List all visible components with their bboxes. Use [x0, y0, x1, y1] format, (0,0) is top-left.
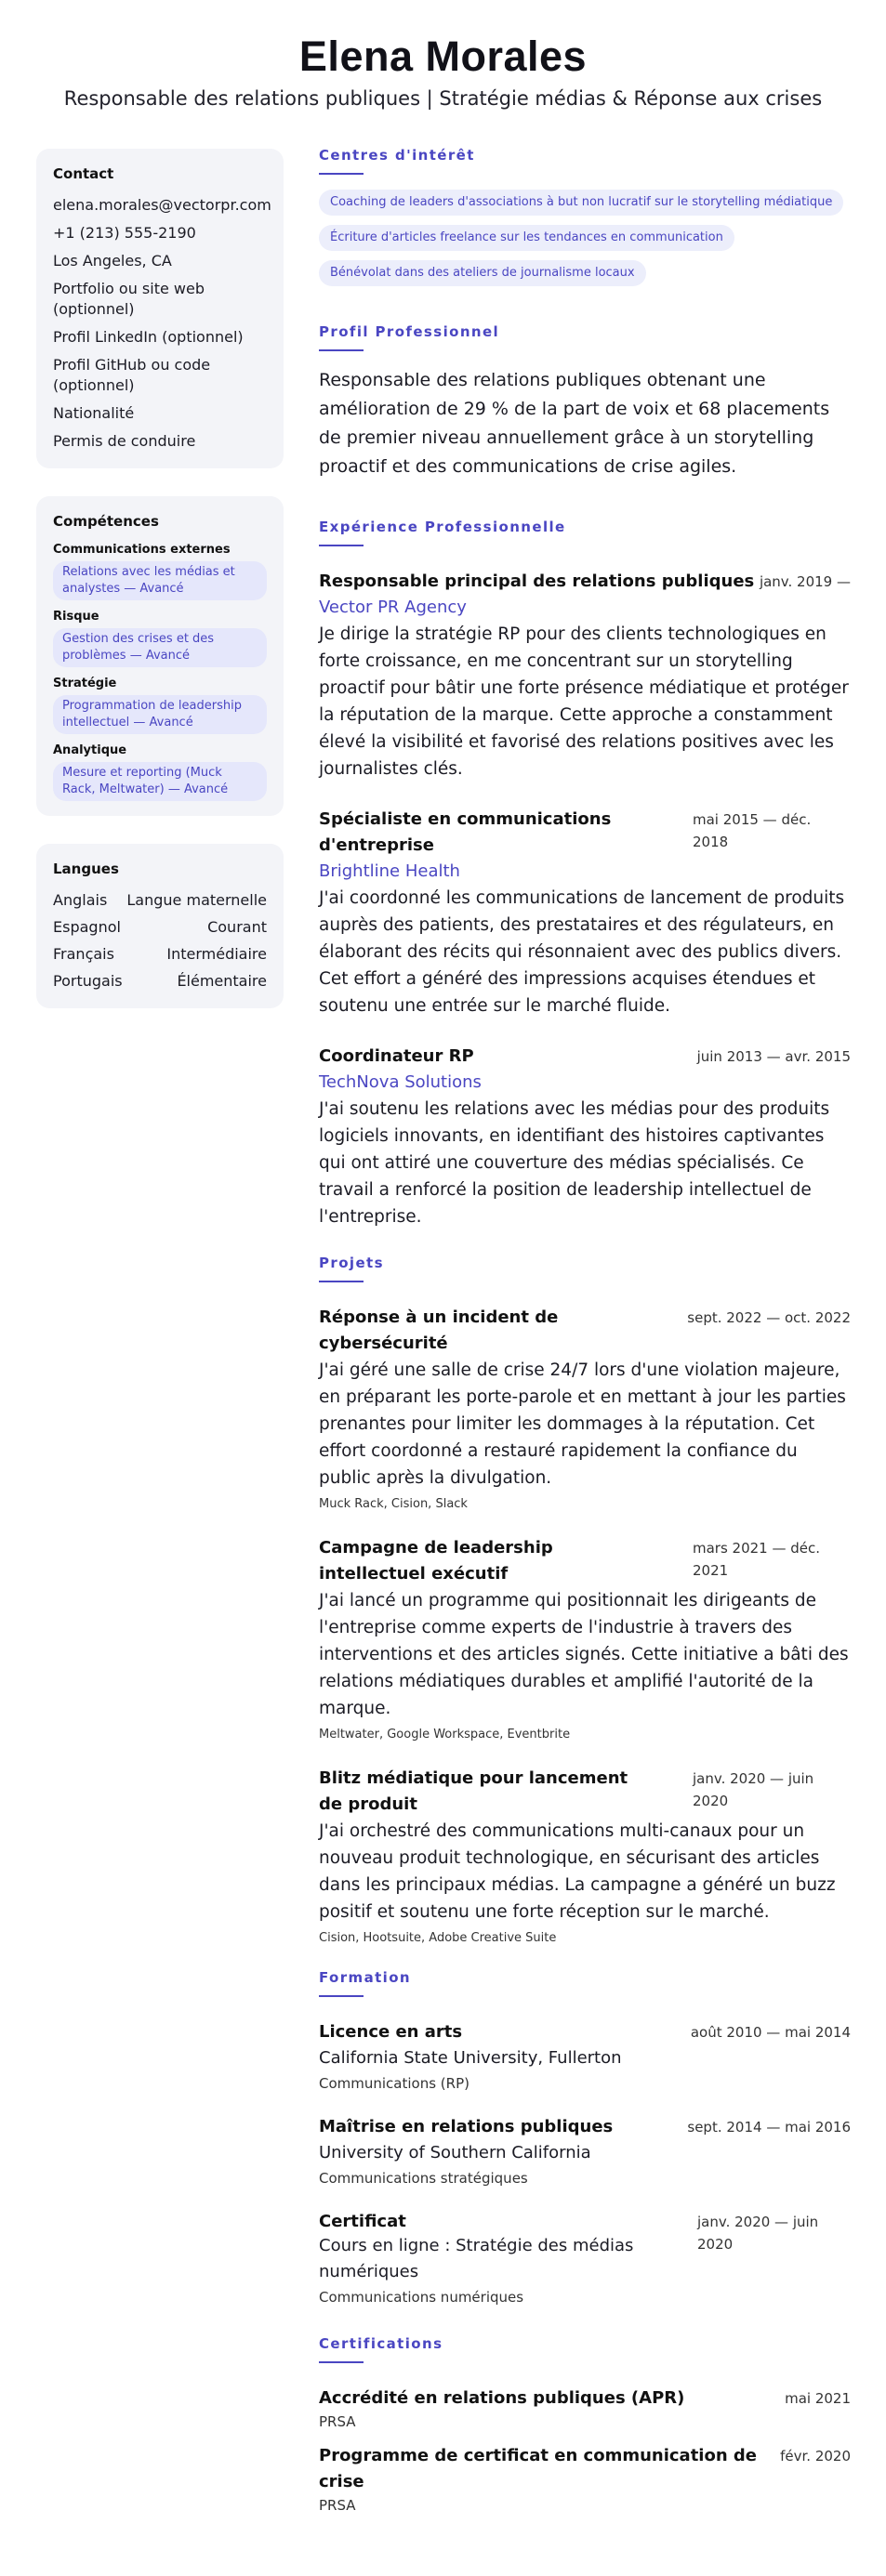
- project-tools: Muck Rack, Cision, Slack: [319, 1497, 468, 1511]
- interest-pill: Bénévolat dans des ateliers de journalisme locaux: [319, 260, 646, 286]
- project-tools: Meltwater, Google Workspace, Eventbrite: [319, 1728, 571, 1741]
- skill-pill: Programmation de leadership intellectuel — Avancé: [53, 695, 267, 734]
- section-title: Expérience Professionnelle: [319, 519, 566, 535]
- section-divider: [319, 2361, 364, 2363]
- language-name: Français: [53, 945, 114, 963]
- contact-linkedin[interactable]: Profil LinkedIn (optionnel): [53, 328, 244, 346]
- interests-section: [319, 147, 851, 296]
- section-title: Projets: [319, 1255, 384, 1271]
- section-title: Certifications: [319, 2335, 443, 2352]
- institution-name: Cours en ligne : Stratégie des médias numériques: [319, 2236, 634, 2281]
- language-level: Langue maternelle: [126, 891, 267, 909]
- resume-header: [0, 32, 886, 110]
- contact-license: Permis de conduire: [53, 432, 196, 450]
- degree-field: Communications stratégiques: [319, 2170, 528, 2187]
- section-title: Formation: [319, 1969, 411, 1986]
- certification-date: févr. 2020: [780, 2448, 851, 2464]
- certification-entry: [319, 2443, 851, 2516]
- certification-title: Accrédité en relations publiques (APR): [319, 2388, 685, 2408]
- language-name: Portugais: [53, 972, 123, 990]
- skill-category: Risque: [53, 610, 99, 624]
- section-title: Profil Professionnel: [319, 323, 500, 340]
- skill-pill: Mesure et reporting (Muck Rack, Meltwater) — Avancé: [53, 762, 267, 801]
- language-level: Courant: [207, 918, 267, 936]
- language-name: Anglais: [53, 891, 108, 909]
- company-name: Brightline Health: [319, 861, 460, 881]
- section-divider: [319, 1281, 364, 1282]
- project-title: Réponse à un incident de cybersécurité: [319, 1308, 559, 1353]
- project-description: J'ai lancé un programme qui positionnait les dirigeants de l'entreprise comme experts de l'industrie à travers des interventions et des articles signés. Cette initiative a bâti des relations médiatiques durables et amplifié l'autorité de la marque.: [319, 1591, 849, 1718]
- section-divider: [319, 545, 364, 546]
- candidate-headline: Responsable des relations publiques | Stratégie médias & Réponse aux crises: [63, 87, 823, 110]
- degree-dates: janv. 2020 — juin 2020: [697, 2214, 819, 2253]
- skill-pill: Gestion des crises et des problèmes — Avancé: [53, 628, 267, 667]
- education-entry: [319, 2019, 851, 2094]
- languages-card: [36, 844, 284, 1008]
- education-entry: [319, 2209, 851, 2307]
- project-dates: sept. 2022 — oct. 2022: [687, 1309, 851, 1326]
- job-dates: mai 2015 — déc. 2018: [693, 811, 812, 850]
- project-dates: janv. 2020 — juin 2020: [693, 1770, 814, 1809]
- job-description: J'ai soutenu les relations avec les médias pour des produits logiciels innovants, en identifiant des histoires captivantes qui ont attiré une couverture des médias spécialisés. Ce travail a renforcé la position de leadership intellectuel de l'entreprise.: [319, 1099, 830, 1227]
- degree-title: Licence en arts: [319, 2022, 463, 2042]
- profile-section: [319, 323, 851, 481]
- contact-portfolio[interactable]: Portfolio ou site web (optionnel): [53, 280, 205, 318]
- job-dates: janv. 2019 —: [759, 573, 851, 590]
- degree-dates: août 2010 — mai 2014: [690, 2024, 851, 2041]
- section-title: Centres d'intérêt: [319, 147, 475, 164]
- project-title: Blitz médiatique pour lancement de produit: [319, 1768, 628, 1814]
- project-entry: [319, 1305, 851, 1511]
- certifications-section: [319, 2335, 851, 2516]
- project-title: Campagne de leadership intellectuel exécutif: [319, 1538, 553, 1584]
- project-description: J'ai géré une salle de crise 24/7 lors d'une violation majeure, en préparant les porte-parole et en mettant à jour les parties prenantes pour limiter les dommages à la réputation. Cet effort coordonné a restauré rapidement la confiance du public après la divulgation.: [319, 1360, 846, 1488]
- job-title: Coordinateur RP: [319, 1046, 474, 1066]
- section-divider: [319, 1995, 364, 1997]
- certification-date: mai 2021: [785, 2390, 851, 2407]
- contact-phone[interactable]: +1 (213) 555-2190: [53, 224, 196, 242]
- language-level: Élémentaire: [177, 972, 267, 990]
- company-name: Vector PR Agency: [319, 598, 467, 617]
- projects-section: [319, 1255, 851, 1945]
- contact-nationality: Nationalité: [53, 404, 135, 422]
- experience-entry: [319, 569, 851, 782]
- language-name: Espagnol: [53, 918, 121, 936]
- experience-entry: [319, 1044, 851, 1230]
- contact-card: [36, 149, 284, 468]
- profile-summary: Responsable des relations publiques obtenant une amélioration de 29 % de la part de voix et 68 placements de premier niveau annuellement grâce à un storytelling proactif et des communications de crise agiles.: [319, 370, 830, 477]
- degree-dates: sept. 2014 — mai 2016: [687, 2119, 851, 2136]
- language-level: Intermédiaire: [166, 945, 267, 963]
- language-row: [53, 971, 267, 992]
- degree-field: Communications (RP): [319, 2075, 469, 2092]
- language-row: [53, 944, 267, 965]
- job-description: J'ai coordonné les communications de lancement de produits auprès des patients, des prestataires et des régulateurs, en élaborant des récits qui résonnaient avec des publics divers. Cet effort a généré des impressions acquises étendues et soutenu une entrée sur le marché fluide.: [319, 888, 845, 1016]
- languages-heading: Langues: [53, 861, 119, 877]
- project-description: J'ai orchestré des communications multi-canaux pour un nouveau produit technologique, en sécurisant des articles dans les principaux médias. La campagne a généré un buzz positif et soutenu une forte réception sur le marché.: [319, 1821, 836, 1922]
- contact-github[interactable]: Profil GitHub ou code (optionnel): [53, 356, 211, 394]
- job-description: Je dirige la stratégie RP pour des clients technologiques en forte croissance, en me concentrant sur un storytelling proactif pour bâtir une forte présence médiatique et protéger la réputation de la marque. Cette approche a constamment élevé la visibilité et favorisé des relations positives avec les journalistes clés.: [319, 624, 849, 779]
- experience-section: [319, 519, 851, 1230]
- certification-issuer: PRSA: [319, 2413, 356, 2430]
- job-title: Spécialiste en communications d'entreprise: [319, 809, 612, 855]
- interest-pill: Coaching de leaders d'associations à but non lucratif sur le storytelling médiatique: [319, 190, 843, 216]
- skill-category: Communications externes: [53, 543, 231, 557]
- institution-name: California State University, Fullerton: [319, 2048, 622, 2068]
- job-title: Responsable principal des relations publiques: [319, 572, 755, 591]
- project-tools: Cision, Hootsuite, Adobe Creative Suite: [319, 1931, 557, 1945]
- skills-card: [36, 496, 284, 816]
- project-entry: [319, 1535, 851, 1741]
- candidate-name: Elena Morales: [298, 33, 588, 80]
- skill-pill: Relations avec les médias et analystes — Avancé: [53, 561, 267, 600]
- section-divider: [319, 349, 364, 351]
- section-divider: [319, 173, 364, 175]
- skills-heading: Compétences: [53, 513, 159, 530]
- project-dates: mars 2021 — déc. 2021: [693, 1540, 821, 1579]
- contact-location: Los Angeles, CA: [53, 252, 172, 269]
- language-row: [53, 917, 267, 938]
- language-row: [53, 890, 267, 911]
- job-dates: juin 2013 — avr. 2015: [696, 1048, 851, 1065]
- certification-issuer: PRSA: [319, 2497, 356, 2514]
- education-entry: [319, 2114, 851, 2188]
- company-name: TechNova Solutions: [319, 1072, 482, 1092]
- contact-heading: Contact: [53, 165, 114, 182]
- education-section: [319, 1969, 851, 2307]
- degree-title: Certificat: [319, 2212, 406, 2231]
- sidebar: [36, 149, 284, 1036]
- interest-pill: Écriture d'articles freelance sur les tendances en communication: [319, 225, 734, 251]
- degree-field: Communications numériques: [319, 2289, 524, 2306]
- degree-title: Maîtrise en relations publiques: [319, 2117, 614, 2136]
- contact-email[interactable]: elena.morales@vectorpr.com: [53, 196, 271, 214]
- experience-entry: [319, 807, 851, 1019]
- project-entry: [319, 1766, 851, 1945]
- certification-title: Programme de certificat en communication de crise: [319, 2446, 758, 2491]
- main-column: [319, 147, 851, 2553]
- certification-entry: [319, 2385, 851, 2432]
- skill-category: Analytique: [53, 743, 127, 757]
- institution-name: University of Southern California: [319, 2143, 591, 2162]
- skill-category: Stratégie: [53, 677, 117, 690]
